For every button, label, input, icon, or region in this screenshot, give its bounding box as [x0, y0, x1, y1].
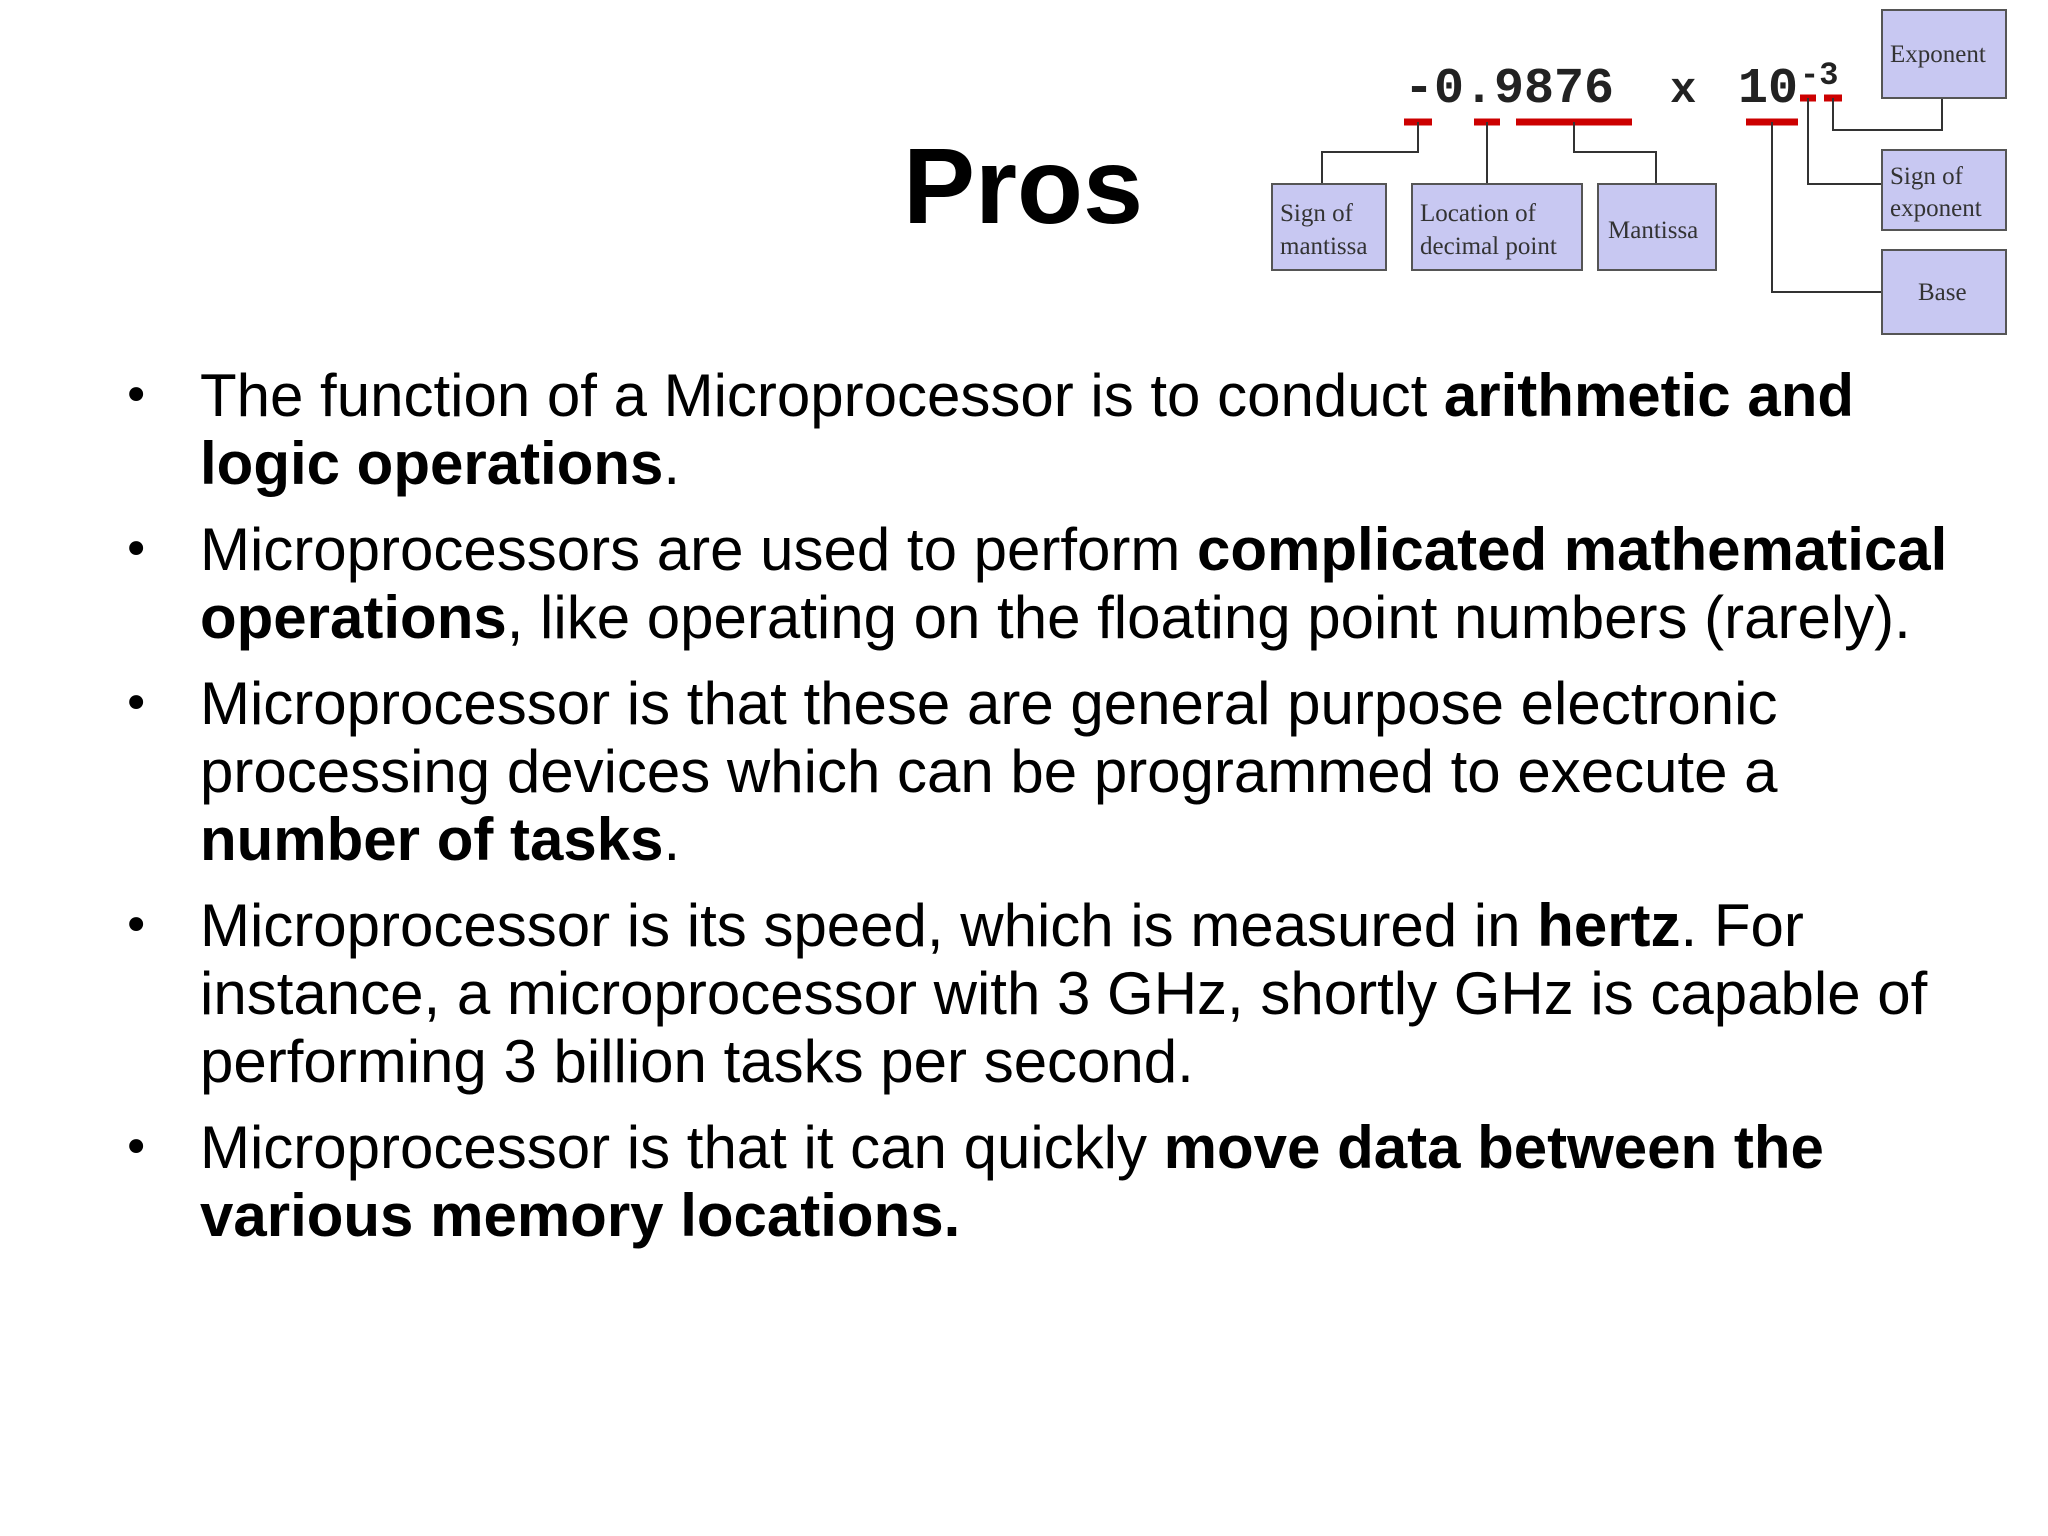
floating-point-diagram: [1262, 4, 2022, 338]
label-sign-of-mantissa-line2: mantissa: [1280, 233, 1368, 260]
bullet-text: Microprocessor is its speed, which is measured in: [200, 892, 1538, 959]
bullet-list: [120, 362, 1990, 1268]
bullet-emphasis-text: move data between the various memory locations.: [200, 1114, 1824, 1249]
label-sign-of-exponent-line2: exponent: [1890, 195, 1982, 222]
bullet-text: Microprocessors are used to perform: [200, 516, 1198, 583]
connector-base: [1772, 122, 1882, 292]
connector-mantissa: [1574, 122, 1656, 184]
bullet-text: , like operating on the floating point numbers (rarely).: [506, 584, 1911, 651]
connector-sign-of-mantissa: [1322, 122, 1418, 184]
bullet-text: .: [663, 430, 681, 497]
label-base: Base: [1918, 279, 1967, 306]
bullet-text: .: [663, 806, 681, 873]
label-exponent: Exponent: [1890, 41, 1986, 68]
expression-base: 10: [1738, 61, 1799, 118]
bullet-dot: •: [122, 898, 151, 954]
bullet-text: Microprocessor is that these are general purpose electronic processing devices which can be programmed to execute a: [200, 670, 1778, 805]
bullet-item: [120, 670, 1990, 874]
label-decimal-point-line1: Location of: [1420, 200, 1536, 227]
bullet-dot: •: [122, 522, 151, 578]
slide-title-text: Pros: [902, 125, 1144, 246]
bullet-item: [120, 892, 1990, 1096]
bullet-dot: •: [122, 676, 151, 732]
bullet-text: . For instance, a microprocessor with 3 GHz, shortly GHz is capable of performing 3 billion tasks per second.: [200, 892, 1928, 1095]
bullet-emphasis-text: arithmetic and logic operations: [200, 362, 1855, 497]
bullet-dot: •: [122, 1120, 151, 1176]
bullet-item: [120, 362, 1990, 498]
label-mantissa: Mantissa: [1608, 217, 1699, 244]
bullet-dot: •: [122, 368, 151, 424]
bullet-emphasis-text: complicated mathematical operations: [200, 516, 1948, 651]
bullet-text: The function of a Microprocessor is to conduct: [200, 362, 1444, 429]
expression-times: x: [1670, 66, 1697, 116]
connector-sign-of-exponent: [1808, 98, 1882, 184]
floating-point-diagram-svg: [1262, 4, 2022, 338]
label-sign-of-mantissa-line1: Sign of: [1280, 200, 1353, 227]
bullet-emphasis-text: hertz: [1537, 892, 1681, 959]
bullet-item: [120, 1114, 1990, 1250]
bullet-item: [120, 516, 1990, 652]
expression-number: -0.9876: [1404, 61, 1615, 118]
expression-exponent: -3: [1800, 57, 1839, 94]
bullet-text: Microprocessor is that it can quickly: [200, 1114, 1164, 1181]
bullet-emphasis-text: number of tasks: [200, 806, 664, 873]
connector-exponent: [1833, 98, 1942, 130]
label-sign-of-exponent-line1: Sign of: [1890, 163, 1963, 190]
label-decimal-point-line2: decimal point: [1420, 233, 1557, 260]
